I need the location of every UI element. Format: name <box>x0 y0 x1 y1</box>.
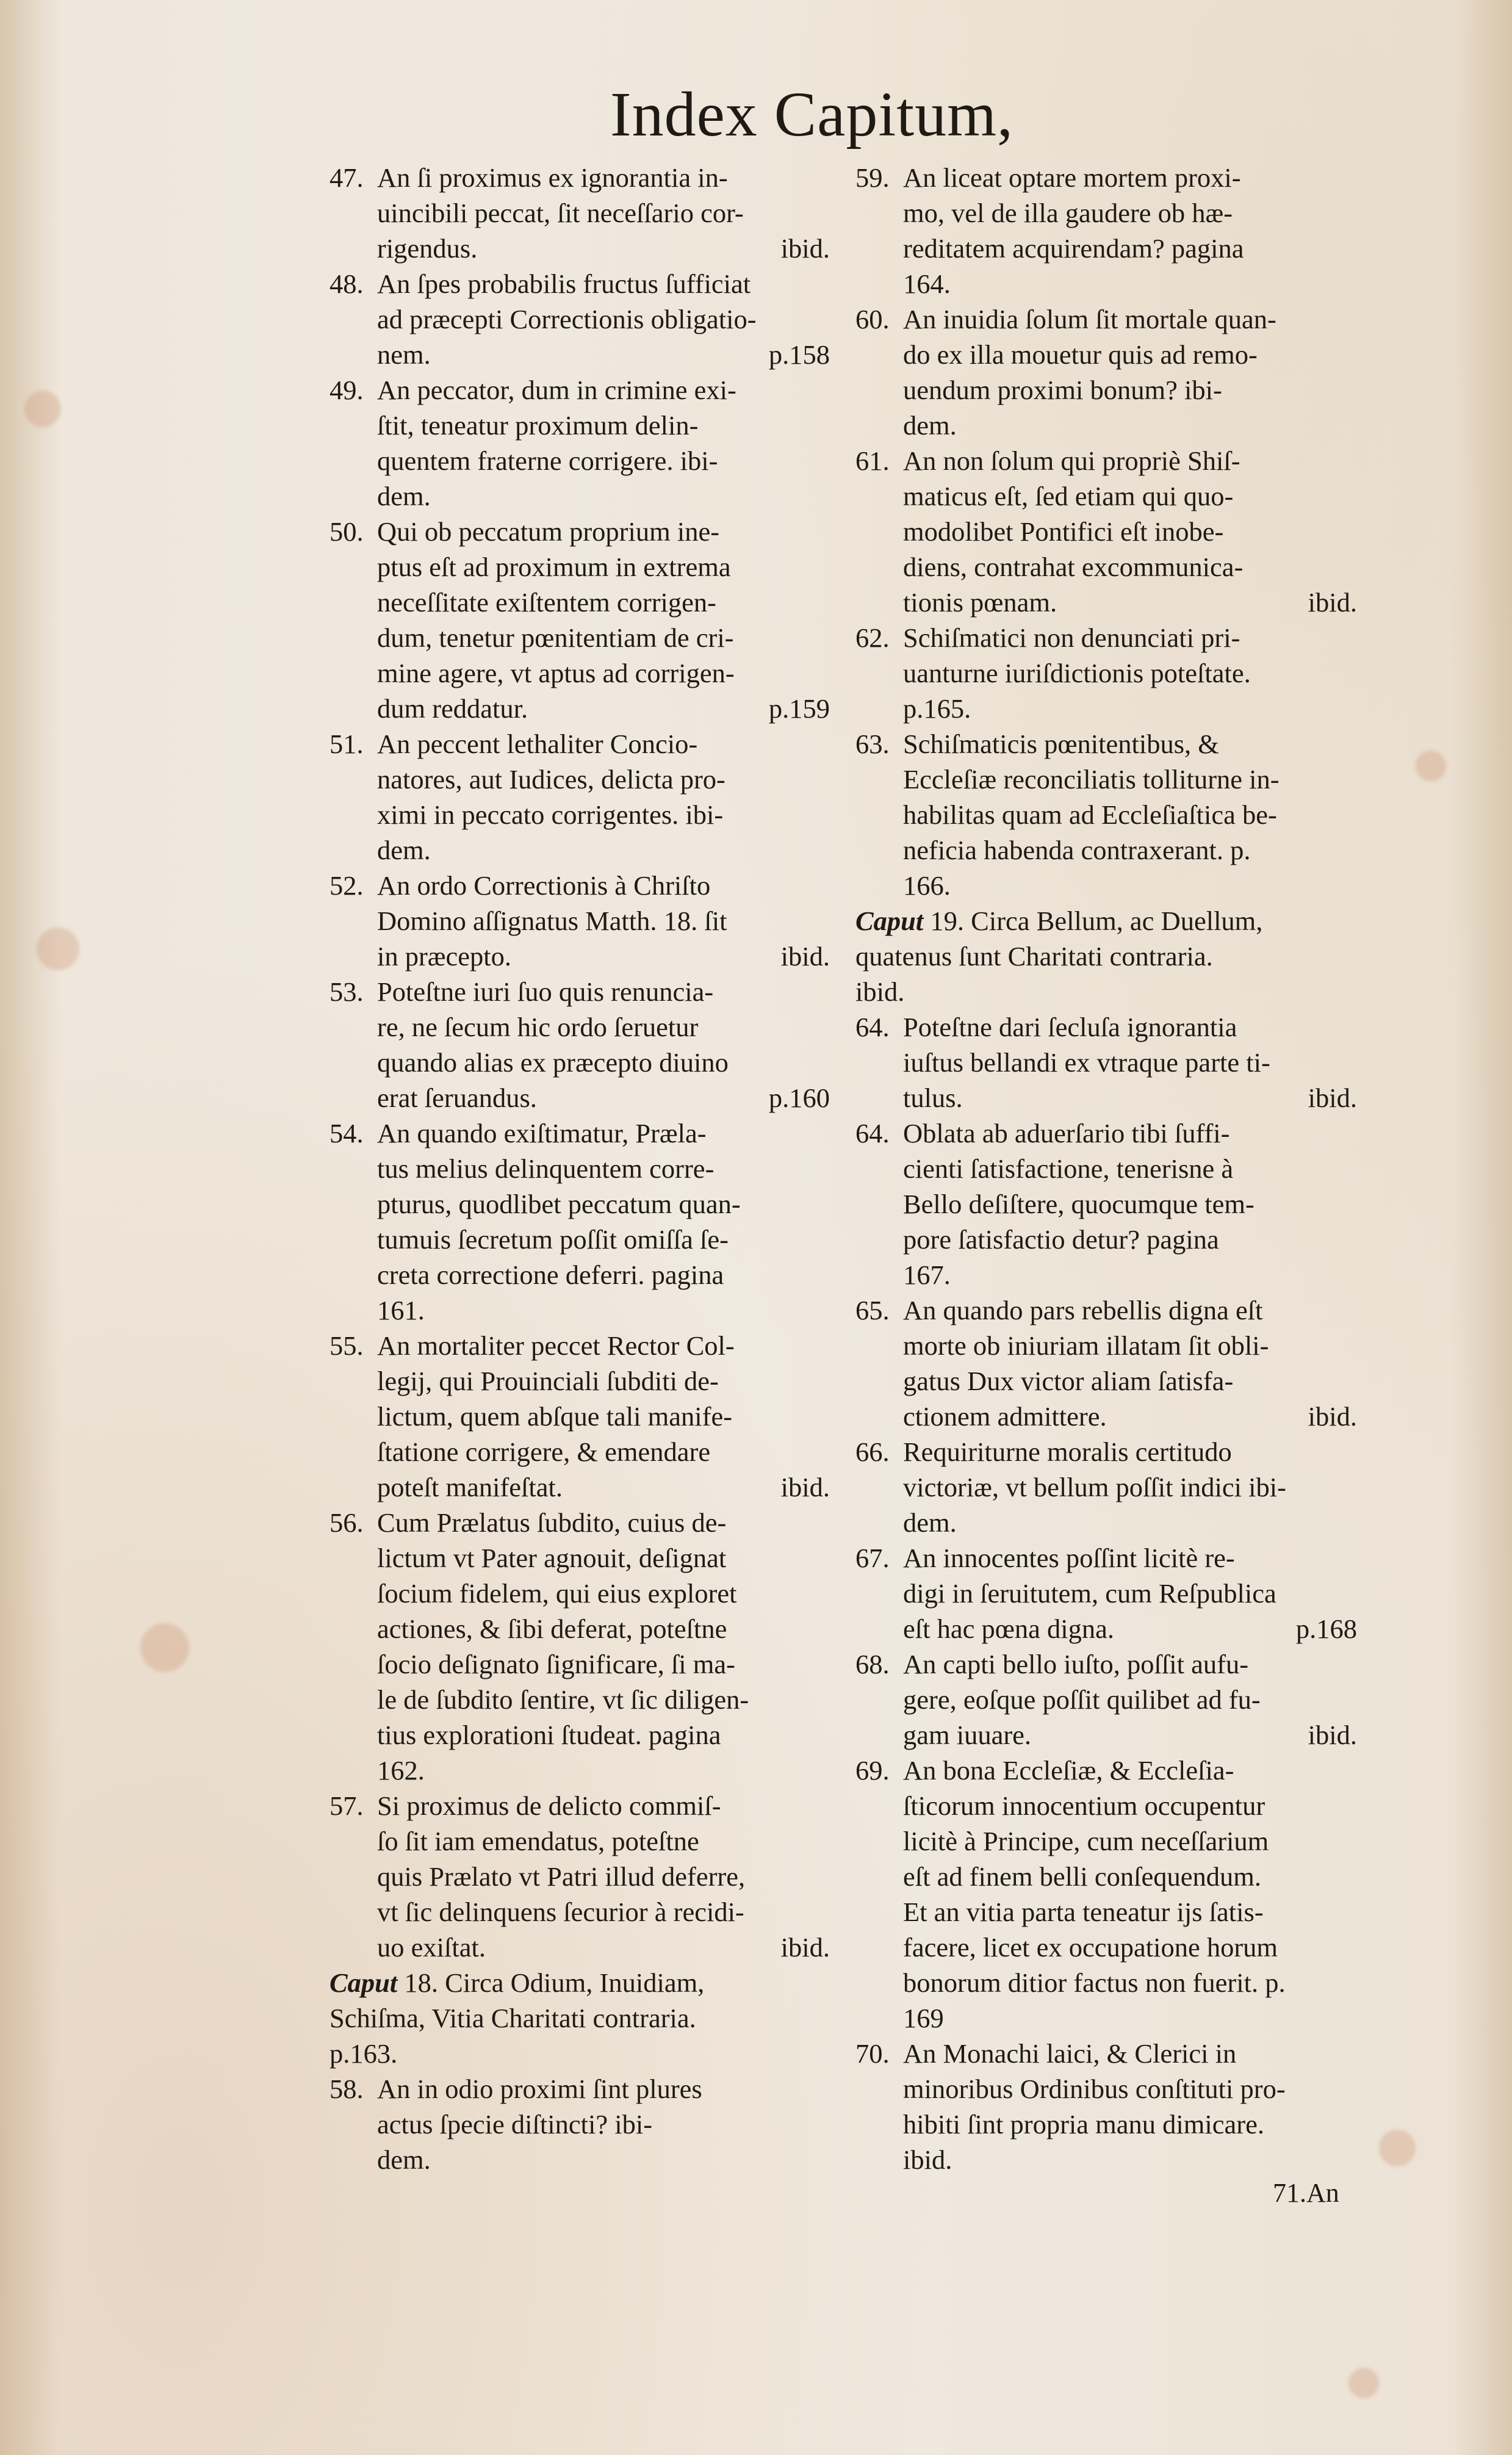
entry-line: ſocium fidelem, qui eius exploret <box>377 1578 737 1609</box>
page-reference: p.159 <box>768 693 830 724</box>
entry-tail <box>903 2142 1357 2177</box>
entry-line: Bello deſiſtere, quocumque tem- <box>903 1189 1255 1219</box>
entry-tail <box>903 1611 1357 1646</box>
entry-tail <box>377 832 830 868</box>
index-entry <box>329 1505 830 1788</box>
entry-line: dem. <box>903 1507 957 1538</box>
entry-text <box>377 868 830 974</box>
index-entry <box>855 1753 1357 2036</box>
entry-number: 49. <box>329 375 364 405</box>
entry-line: 166. <box>903 870 951 901</box>
entry-line: ctionem admittere. <box>903 1401 1107 1432</box>
entry-line: dem. <box>903 410 957 441</box>
entry-text <box>377 266 830 372</box>
caput-label: Caput <box>329 1967 398 1998</box>
entry-line: morte ob iniuriam illatam ſit obli- <box>903 1330 1269 1361</box>
entry-line: 167. <box>903 1260 951 1290</box>
entry-number: 53. <box>329 976 364 1007</box>
paper-stain <box>1348 2368 1379 2398</box>
entry-number: 58. <box>329 2074 364 2104</box>
page-reference: p.160 <box>768 1083 830 1113</box>
index-entry <box>855 1292 1357 1434</box>
entry-line: gere, eoſque poſſit quilibet ad fu- <box>903 1684 1261 1715</box>
entry-number: 59. <box>855 162 890 193</box>
index-entry <box>329 974 830 1116</box>
entry-line: neceſſitate exiſtentem corrigen- <box>377 587 716 618</box>
entry-line: ptus eſt ad proximum in extrema <box>377 552 731 582</box>
entry-line: hibiti ſint propria manu dimicare. <box>903 2109 1264 2140</box>
entry-tail <box>903 408 1357 443</box>
entry-line: An mortaliter peccet Rector Col- <box>377 1330 735 1361</box>
entry-line: vt ſic delinquens ſecurior à recidi- <box>377 1897 744 1927</box>
entry-number: 60. <box>855 304 890 334</box>
entry-number: 56. <box>329 1507 364 1538</box>
entry-text <box>903 160 1357 301</box>
entry-number: 69. <box>855 1755 890 1786</box>
entry-tail <box>903 2000 1357 2036</box>
entry-line: quando alias ex præcepto diuino <box>377 1047 729 1078</box>
index-entry <box>329 372 830 514</box>
caput-label: Caput <box>855 906 924 936</box>
index-entry <box>855 1116 1357 1292</box>
entry-line: modolibet Pontifici eſt inobe- <box>903 516 1224 547</box>
entry-tail <box>377 478 830 514</box>
entry-line: Et an vitia parta teneatur ijs ſatis- <box>903 1897 1264 1927</box>
page-title: Index Capitum, <box>610 79 1014 150</box>
entry-line: ad præcepti Correctionis obligatio- <box>377 304 757 334</box>
entry-text <box>903 620 1357 726</box>
entry-number: 67. <box>855 1543 890 1573</box>
entry-line: p.163. <box>329 2038 398 2069</box>
entry-tail <box>903 585 1357 620</box>
entry-line: erat ſeruandus. <box>377 1083 537 1113</box>
entry-tail <box>377 2142 830 2177</box>
entry-line: natores, aut Iudices, delicta pro- <box>377 764 725 795</box>
entry-line: gam iuuare. <box>903 1720 1032 1750</box>
entry-line: An innocentes poſſint licitè re- <box>903 1543 1235 1573</box>
entry-number: 64. <box>855 1118 890 1148</box>
entry-line: facere, licet ex occupatione horum <box>903 1932 1278 1963</box>
entry-tail <box>377 939 830 974</box>
entry-line: bonorum ditior factus non fuerit. p. <box>903 1967 1286 1998</box>
entry-line: creta correctione deferri. pagina <box>377 1260 724 1290</box>
entry-line: Cum Prælatus ſubdito, cuius de- <box>377 1507 727 1538</box>
page-reference: ibid. <box>780 941 830 972</box>
entry-line: re, ne ſecum hic ordo ſeruetur <box>377 1012 699 1042</box>
index-entry <box>329 1116 830 1328</box>
entry-line: minoribus Ordinibus conſtituti pro- <box>903 2074 1286 2104</box>
entry-text <box>329 1965 830 2071</box>
entry-tail <box>903 1399 1357 1434</box>
entry-text <box>903 1009 1357 1116</box>
entry-line: p.165. <box>903 693 971 724</box>
entry-line: quatenus ſunt Charitati contraria. <box>855 941 1213 972</box>
entry-line: ſocio deſignato ſignificare, ſi ma- <box>377 1649 735 1679</box>
entry-tail <box>903 1257 1357 1292</box>
entry-line: lictum vt Pater agnouit, deſignat <box>377 1543 727 1573</box>
entry-line: An Monachi laici, & Clerici in <box>903 2038 1237 2069</box>
entry-line: ſtit, teneatur proximum delin- <box>377 410 699 441</box>
index-column-left <box>329 160 830 2177</box>
entry-line: do ex illa mouetur quis ad remo- <box>903 339 1258 370</box>
entry-line: An inuidia ſolum ſit mortale quan- <box>903 304 1276 334</box>
entry-line: uo exiſtat. <box>377 1932 486 1963</box>
entry-text <box>377 372 830 514</box>
index-entry <box>855 301 1357 443</box>
index-entry <box>855 726 1357 903</box>
entry-text <box>903 2036 1357 2177</box>
entry-line: quentem fraterne corrigere. ibi- <box>377 445 718 476</box>
entry-text <box>903 1116 1357 1292</box>
entry-tail <box>903 1505 1357 1540</box>
entry-line: pturus, quodlibet peccatum quan- <box>377 1189 741 1219</box>
entry-number: 61. <box>855 445 890 476</box>
entry-line: mine agere, vt aptus ad corrigen- <box>377 658 735 688</box>
entry-tail <box>903 1717 1357 1753</box>
entry-line: actiones, & ſibi deferat, poteſtne <box>377 1613 727 1644</box>
entry-tail <box>377 1080 830 1116</box>
entry-text <box>903 443 1357 620</box>
entry-line: An bona Eccleſiæ, & Eccleſia- <box>903 1755 1234 1786</box>
paper-stain <box>1416 751 1446 781</box>
entry-text <box>903 1292 1357 1434</box>
entry-line: quis Prælato vt Patri illud deferre, <box>377 1861 746 1892</box>
entry-line: le de ſubdito ſentire, vt ſic diligen- <box>377 1684 749 1715</box>
entry-line: 169 <box>903 2003 944 2033</box>
entry-line: 164. <box>903 269 951 299</box>
index-entry <box>329 266 830 372</box>
entry-tail <box>903 691 1357 726</box>
entry-text <box>377 974 830 1116</box>
entry-tail <box>377 1292 830 1328</box>
entry-line: neficia habenda contraxerant. p. <box>903 835 1251 865</box>
paper-stain <box>37 928 79 970</box>
index-entry <box>855 443 1357 620</box>
entry-line: nem. <box>377 339 431 370</box>
entry-line: reditatem acquirendam? pagina <box>903 233 1244 264</box>
page-reference: p.168 <box>1295 1613 1357 1644</box>
entry-number: 54. <box>329 1118 364 1148</box>
entry-text <box>377 2071 830 2177</box>
entry-line: dum, tenetur pœnitentiam de cri- <box>377 622 734 653</box>
index-entry <box>855 1540 1357 1646</box>
entry-line: mo, vel de illa gaudere ob hæ- <box>903 198 1233 228</box>
index-entry <box>329 2071 830 2177</box>
page-reference: ibid. <box>780 233 830 264</box>
index-entry <box>329 514 830 726</box>
entry-line: tus melius delinquentem corre- <box>377 1153 715 1184</box>
paper-stain <box>140 1623 189 1672</box>
entry-line: Eccleſiæ reconciliatis tolliturne in- <box>903 764 1280 795</box>
page-reference: ibid. <box>1308 1083 1357 1113</box>
index-entry <box>855 1009 1357 1116</box>
entry-text <box>377 1505 830 1788</box>
entry-line: Poteſtne dari ſecluſa ignorantia <box>903 1012 1237 1042</box>
entry-line: An liceat optare mortem proxi- <box>903 162 1241 193</box>
entry-line: Domino aſſignatus Matth. 18. ſit <box>377 906 727 936</box>
page-reference: ibid. <box>780 1932 830 1963</box>
entry-line: diens, contrahat excommunica- <box>903 552 1244 582</box>
entry-line: Poteſtne iuri ſuo quis renuncia- <box>377 976 714 1007</box>
index-entry <box>855 2036 1357 2177</box>
entry-line: An capti bello iuſto, poſſit aufu- <box>903 1649 1249 1679</box>
entry-line: Oblata ab aduerſario tibi ſuffi- <box>903 1118 1230 1148</box>
entry-line: 162. <box>377 1755 425 1786</box>
page-reference: ibid. <box>1308 1720 1357 1750</box>
entry-line: An peccator, dum in crimine exi- <box>377 375 736 405</box>
entry-line: poteſt manifeſtat. <box>377 1472 563 1502</box>
paper-stain <box>1379 2130 1416 2166</box>
paper-stain <box>24 391 61 427</box>
entry-line: pore ſatisfactio detur? pagina <box>903 1224 1219 1255</box>
entry-number: 52. <box>329 870 364 901</box>
entry-text <box>903 301 1357 443</box>
entry-line: dem. <box>377 2144 431 2175</box>
entry-line: tius explorationi ſtudeat. pagina <box>377 1720 721 1750</box>
index-entry <box>329 160 830 266</box>
entry-text <box>855 903 1357 1009</box>
entry-text <box>903 1434 1357 1540</box>
entry-line: An quando exiſtimatur, Præla- <box>377 1118 707 1148</box>
entry-line: uincibili peccat, ſit neceſſario cor- <box>377 198 744 228</box>
entry-number: 65. <box>855 1295 890 1325</box>
entry-line: 19. Circa Bellum, ac Duellum, <box>923 906 1263 936</box>
entry-tail <box>855 974 1357 1009</box>
entry-number: 47. <box>329 162 364 193</box>
entry-line: ximi in peccato corrigentes. ibi- <box>377 799 724 830</box>
entry-line: uendum proximi bonum? ibi- <box>903 375 1222 405</box>
page-reference: ibid. <box>1308 587 1357 618</box>
entry-text <box>377 160 830 266</box>
catchword: 71.An <box>1273 2178 1339 2208</box>
index-entry <box>855 160 1357 301</box>
entry-line: 18. Circa Odium, Inuidiam, <box>397 1967 705 1998</box>
entry-line: An ordo Correctionis à Chriſto <box>377 870 711 901</box>
page-reference: p.158 <box>768 339 830 370</box>
entry-tail <box>377 1753 830 1788</box>
entry-line: eſt ad finem belli conſequendum. <box>903 1861 1261 1892</box>
entry-line: iuſtus bellandi ex vtraque parte ti- <box>903 1047 1270 1078</box>
entry-tail <box>377 691 830 726</box>
entry-line: 161. <box>377 1295 425 1325</box>
entry-line: ibid. <box>903 2144 952 2175</box>
entry-tail <box>377 1469 830 1505</box>
entry-line: Requiriturne moralis certitudo <box>903 1437 1232 1467</box>
entry-line: Qui ob peccatum proprium ine- <box>377 516 720 547</box>
index-column-right <box>855 160 1357 2177</box>
entry-line: victoriæ, vt bellum poſſit indici ibi- <box>903 1472 1286 1502</box>
entry-line: An non ſolum qui propriè Shiſ- <box>903 445 1240 476</box>
entry-line: Si proximus de delicto commiſ- <box>377 1790 721 1821</box>
entry-text <box>903 1646 1357 1753</box>
entry-tail <box>377 1930 830 1965</box>
entry-line: ibid. <box>855 976 905 1007</box>
entry-line: An in odio proximi ſint plures <box>377 2074 702 2104</box>
entry-number: 55. <box>329 1330 364 1361</box>
entry-line: cienti ſatisfactione, tenerisne à <box>903 1153 1234 1184</box>
entry-line: actus ſpecie diſtincti? ibi- <box>377 2109 653 2140</box>
entry-text <box>377 1116 830 1328</box>
entry-text <box>377 514 830 726</box>
entry-number: 63. <box>855 729 890 759</box>
entry-text <box>377 726 830 868</box>
entry-number: 50. <box>329 516 364 547</box>
entry-number: 57. <box>329 1790 364 1821</box>
entry-line: habilitas quam ad Eccleſiaſtica be- <box>903 799 1277 830</box>
entry-tail <box>377 231 830 266</box>
entry-line: ſticorum innocentium occupentur <box>903 1790 1265 1821</box>
entry-line: An ſpes probabilis fructus ſufficiat <box>377 269 751 299</box>
index-entry <box>855 1646 1357 1753</box>
entry-line: tumuis ſecretum poſſit omiſſa ſe- <box>377 1224 729 1255</box>
entry-line: ſo ſit iam emendatus, poteſtne <box>377 1826 699 1856</box>
entry-tail <box>329 2036 830 2071</box>
entry-line: rigendus. <box>377 233 478 264</box>
entry-line: Schiſma, Vitia Charitati contraria. <box>329 2003 696 2033</box>
entry-line: gatus Dux victor aliam ſatisfa- <box>903 1366 1234 1396</box>
entry-tail <box>903 868 1357 903</box>
entry-number: 68. <box>855 1649 890 1679</box>
entry-line: legij, qui Prouinciali ſubditi de- <box>377 1366 719 1396</box>
entry-line: Schiſmatici non denunciati pri- <box>903 622 1240 653</box>
entry-line: uanturne iuriſdictionis poteſtate. <box>903 658 1251 688</box>
entry-line: tulus. <box>903 1083 963 1113</box>
entry-tail <box>377 337 830 372</box>
entry-line: dem. <box>377 835 431 865</box>
entry-line: dum reddatur. <box>377 693 528 724</box>
entry-number: 62. <box>855 622 890 653</box>
index-entry <box>855 903 1357 1009</box>
entry-line: An peccent lethaliter Concio- <box>377 729 698 759</box>
entry-line: in præcepto. <box>377 941 511 972</box>
entry-line: dem. <box>377 481 431 511</box>
entry-line: An quando pars rebellis digna eſt <box>903 1295 1263 1325</box>
entry-line: tionis pœnam. <box>903 587 1057 618</box>
entry-number: 66. <box>855 1437 890 1467</box>
entry-line: Schiſmaticis pœnitentibus, & <box>903 729 1219 759</box>
entry-number: 70. <box>855 2038 890 2069</box>
index-entry <box>329 726 830 868</box>
index-entry <box>329 1788 830 1965</box>
page-reference: ibid. <box>1308 1401 1357 1432</box>
entry-line: lictum, quem abſque tali manife- <box>377 1401 733 1432</box>
index-entry <box>329 868 830 974</box>
entry-line: ſtatione corrigere, & emendare <box>377 1437 711 1467</box>
entry-text <box>377 1328 830 1505</box>
entry-line: licitè à Principe, cum neceſſarium <box>903 1826 1269 1856</box>
entry-tail <box>903 1080 1357 1116</box>
entry-number: 51. <box>329 729 364 759</box>
entry-tail <box>903 266 1357 301</box>
entry-text <box>903 1753 1357 2036</box>
entry-text <box>903 1540 1357 1646</box>
index-entry <box>855 1434 1357 1540</box>
entry-line: maticus eſt, ſed etiam qui quo- <box>903 481 1234 511</box>
entry-number: 48. <box>329 269 364 299</box>
page-reference: ibid. <box>780 1472 830 1502</box>
entry-number: 64. <box>855 1012 890 1042</box>
index-entry <box>329 1328 830 1505</box>
entry-line: An ſi proximus ex ignorantia in- <box>377 162 728 193</box>
entry-line: eſt hac pœna digna. <box>903 1613 1114 1644</box>
entry-text <box>377 1788 830 1965</box>
entry-text <box>903 726 1357 903</box>
index-entry <box>855 620 1357 726</box>
entry-line: digi in ſeruitutem, cum Reſpublica <box>903 1578 1276 1609</box>
index-entry <box>329 1965 830 2071</box>
